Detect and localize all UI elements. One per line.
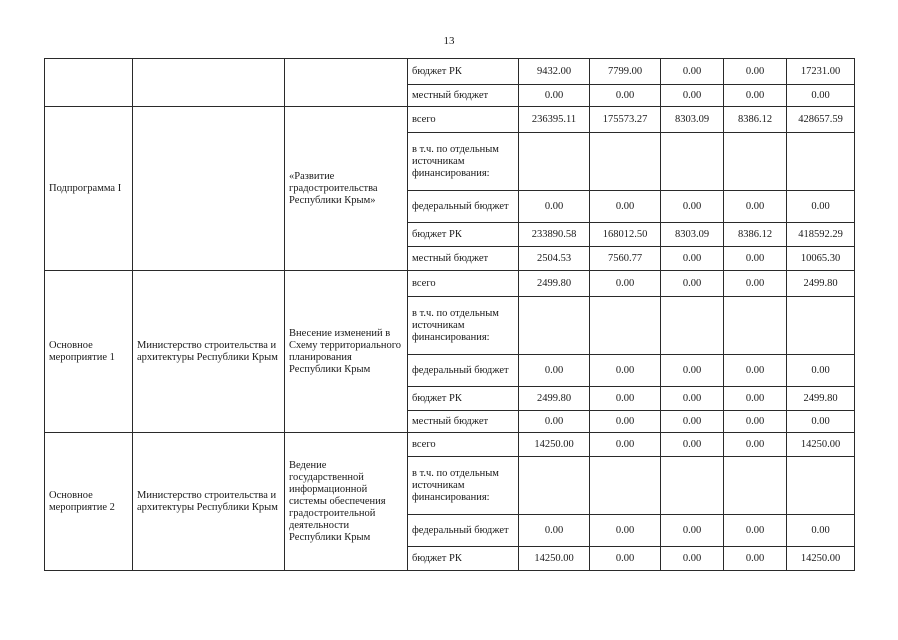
status-cell: Подпрограмма I [45,107,133,271]
value-cell [590,133,661,191]
value-cell: 168012.50 [590,223,661,247]
value-cell: 418592.29 [787,223,855,247]
value-cell: 0.00 [724,515,787,547]
value-cell: 0.00 [590,271,661,297]
value-cell: 0.00 [590,387,661,411]
value-cell: 0.00 [661,191,724,223]
value-cell [590,297,661,355]
value-cell: 0.00 [724,247,787,271]
value-cell [519,133,590,191]
value-cell: 0.00 [590,85,661,107]
value-cell: 233890.58 [519,223,590,247]
source-cell: местный бюджет [408,247,519,271]
value-cell: 0.00 [724,59,787,85]
value-cell: 0.00 [724,191,787,223]
value-cell: 0.00 [787,191,855,223]
value-cell: 236395.11 [519,107,590,133]
value-cell: 10065.30 [787,247,855,271]
value-cell: 9432.00 [519,59,590,85]
source-cell: в т.ч. по отдельным источникам финансирования: [408,457,519,515]
name-cell: Ведение государственной информационной системы обеспечения градостроительной деятельности Республики Крым [285,433,408,571]
value-cell: 17231.00 [787,59,855,85]
source-cell: бюджет РК [408,223,519,247]
financing-table-body [45,59,855,571]
value-cell: 2499.80 [787,271,855,297]
name-cell: Внесение изменений в Схему территориального планирования Республики Крым [285,271,408,433]
value-cell: 0.00 [590,515,661,547]
value-cell: 0.00 [787,515,855,547]
value-cell: 0.00 [519,515,590,547]
value-cell: 0.00 [519,191,590,223]
value-cell: 14250.00 [519,433,590,457]
source-cell: бюджет РК [408,547,519,571]
value-cell: 175573.27 [590,107,661,133]
value-cell [519,297,590,355]
value-cell: 0.00 [661,59,724,85]
status-cell: Основное мероприятие 2 [45,433,133,571]
source-cell: федеральный бюджет [408,191,519,223]
value-cell: 0.00 [661,547,724,571]
status-cell: Основное мероприятие 1 [45,271,133,433]
value-cell: 0.00 [590,547,661,571]
value-cell: 0.00 [661,411,724,433]
value-cell: 0.00 [787,85,855,107]
page-number: 13 [443,35,455,47]
name-cell: «Развитие градостроительства Республики Крым» [285,107,408,271]
name-cell [285,59,408,107]
value-cell [661,297,724,355]
value-cell: 0.00 [661,355,724,387]
value-cell: 14250.00 [787,547,855,571]
value-cell: 0.00 [590,411,661,433]
source-cell: бюджет РК [408,59,519,85]
value-cell: 0.00 [724,433,787,457]
value-cell: 428657.59 [787,107,855,133]
value-cell: 0.00 [661,387,724,411]
value-cell: 0.00 [661,247,724,271]
source-cell: всего [408,433,519,457]
value-cell: 0.00 [724,355,787,387]
source-cell: всего [408,107,519,133]
source-cell: местный бюджет [408,85,519,107]
value-cell: 8303.09 [661,107,724,133]
value-cell: 0.00 [787,355,855,387]
value-cell [661,133,724,191]
value-cell [724,133,787,191]
source-cell: всего [408,271,519,297]
source-cell: федеральный бюджет [408,515,519,547]
value-cell [787,297,855,355]
value-cell: 0.00 [724,411,787,433]
status-cell [45,59,133,107]
source-cell: в т.ч. по отдельным источникам финансирования: [408,297,519,355]
value-cell: 0.00 [590,355,661,387]
source-cell: федеральный бюджет [408,355,519,387]
value-cell [724,457,787,515]
value-cell: 0.00 [661,433,724,457]
executor-cell [133,107,285,271]
value-cell: 7799.00 [590,59,661,85]
value-cell: 0.00 [590,433,661,457]
value-cell: 0.00 [519,411,590,433]
value-cell: 2499.80 [519,387,590,411]
source-cell: в т.ч. по отдельным источникам финансирования: [408,133,519,191]
value-cell: 0.00 [724,547,787,571]
value-cell [787,133,855,191]
value-cell: 8303.09 [661,223,724,247]
value-cell [661,457,724,515]
table-row [45,59,855,85]
value-cell: 14250.00 [519,547,590,571]
value-cell: 8386.12 [724,107,787,133]
value-cell: 0.00 [519,355,590,387]
value-cell: 0.00 [724,85,787,107]
value-cell: 2499.80 [519,271,590,297]
executor-cell: Министерство строительства и архитектуры Республики Крым [133,271,285,433]
value-cell: 0.00 [724,271,787,297]
table-row [45,107,855,133]
value-cell: 0.00 [661,271,724,297]
executor-cell [133,59,285,107]
value-cell: 0.00 [661,85,724,107]
financing-table [44,58,855,571]
table-row [45,271,855,297]
value-cell: 0.00 [787,411,855,433]
value-cell: 2499.80 [787,387,855,411]
source-cell: местный бюджет [408,411,519,433]
value-cell: 0.00 [724,387,787,411]
value-cell [787,457,855,515]
value-cell: 0.00 [519,85,590,107]
value-cell: 8386.12 [724,223,787,247]
value-cell: 14250.00 [787,433,855,457]
source-cell: бюджет РК [408,387,519,411]
value-cell [724,297,787,355]
value-cell: 0.00 [590,191,661,223]
value-cell: 2504.53 [519,247,590,271]
executor-cell: Министерство строительства и архитектуры Республики Крым [133,433,285,571]
value-cell: 0.00 [661,515,724,547]
table-row [45,433,855,457]
value-cell [519,457,590,515]
value-cell: 7560.77 [590,247,661,271]
value-cell [590,457,661,515]
